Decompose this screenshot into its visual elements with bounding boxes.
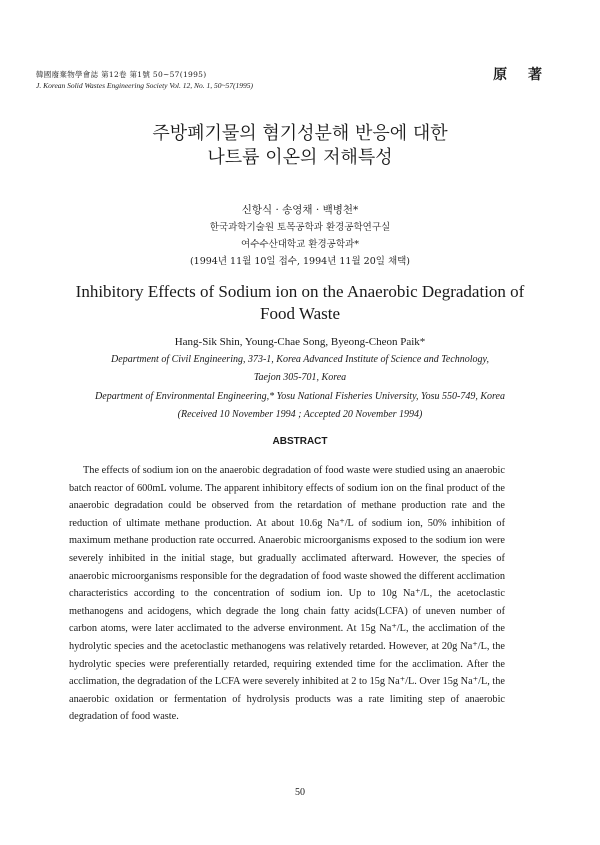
english-title: [0, 281, 600, 325]
english-affiliation-1-city: Taejon 305-701, Korea: [253, 372, 347, 383]
korean-affiliation-1: 한국과학기술원 토목공학과 환경공학연구실: [209, 222, 391, 233]
journal-header-korean: 韓國廢棄物學會誌 第12卷 第1號 50~57(1995): [36, 70, 207, 79]
english-affiliation-1: Department of Civil Engineering, 373-1, Korea Advanced Institute of Science and Technology,: [111, 354, 489, 365]
abstract-body: The effects of sodium ion on the anaerobic degradation of food waste were studied using an anaerobic batch reactor of 600mL volume. The apparent inhibitory effects of sodium ion on the final product of the anaerobic degradation could be observed from the retardation of methane production rate and the reduction of ultimate methane production. At about 10.6g Na⁺/L of sodium ion, 50% inhibition of maximum methane production rate occurred. Anaerobic microorganisms exposed to the sodium ion were severely inhibited in the initial stage, but gradually acclimated afterward. However, the species of anaerobic microorganisms responsible for the degradation of food waste showed the different acclimation characteristics according to the concentration of sodium ion. Up to 10g Na⁺/L, the acetoclastic methanogens and acidogens, which degrade the long chain fatty acids(LCFA) of uneven number of carbon atoms, were later acclimated to the adverse environment. At 15g Na⁺/L, the acclimation of the hydrolytic species and the acetoclastic methanogens was relatively retarded. However, at 20g Na⁺/L, the hydrolytic species were preferentially retarded, requiring extended time for the acclimation. After the acclimation, the degradation of the LCFA were severely inhibited at 2 to 15g Na⁺/L. Over 15g Na⁺/L, the anaerobic oxidation or fermentation of hydrolysis products was a rate limiting step of anaerobic degradation of food waste.: [69, 465, 505, 723]
korean-affiliation-2: 여수수산대학교 환경공학과*: [241, 239, 359, 250]
article-type-label: 原 著: [493, 67, 550, 83]
english-affiliation-2: Department of Environmental Engineering,* Yosu National Fisheries University, Yosu 550-749, Korea: [95, 391, 505, 402]
abstract-heading: ABSTRACT: [272, 436, 328, 447]
english-received-date: (Received 10 November 1994 ; Accepted 20 November 1994): [177, 409, 423, 420]
korean-title-line2: 나트륨 이온의 저해특성: [207, 147, 393, 168]
english-title-line2: Food Waste: [259, 304, 340, 323]
korean-title-line1: 주방폐기물의 혐기성분해 반응에 대한: [152, 123, 448, 144]
korean-authors: 신항식 · 송영채 · 백병천*: [241, 204, 359, 216]
korean-received-date: (1994년 11월 10일 접수, 1994년 11월 20일 채택): [189, 256, 411, 267]
english-title-line1: Inhibitory Effects of Sodium ion on the Anaerobic Degradation of: [75, 282, 525, 301]
korean-title: [0, 122, 600, 170]
english-authors: Hang-Sik Shin, Young-Chae Song, Byeong-Cheon Paik*: [174, 336, 426, 348]
journal-header-english: J. Korean Solid Wastes Engineering Society Vol. 12, No. 1, 50~57(1995): [36, 81, 254, 90]
page-number: 50: [295, 787, 305, 798]
